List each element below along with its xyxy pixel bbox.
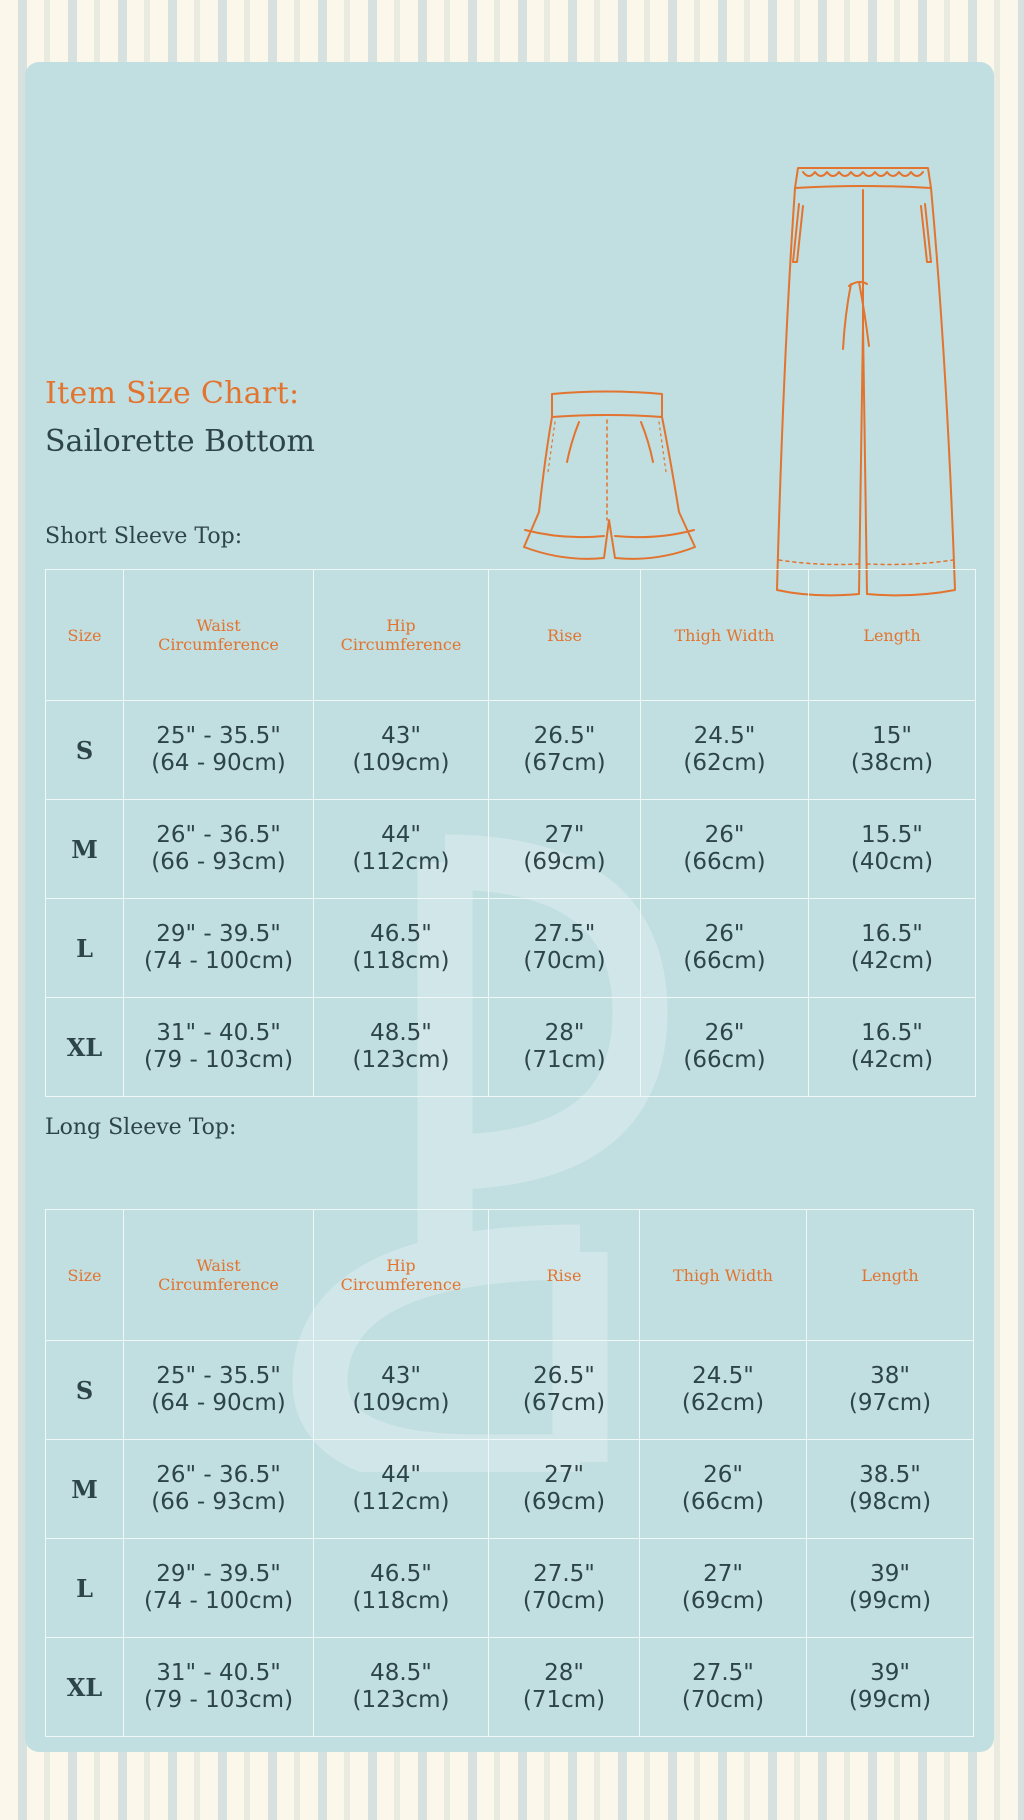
measurement-inches: 27.5" — [692, 1660, 754, 1686]
column-header-label: Thigh Width — [674, 625, 775, 645]
measurement-cm: (70cm) — [523, 948, 606, 974]
measurement-cell — [314, 1539, 489, 1638]
column-header — [46, 570, 124, 701]
size-label: XL — [46, 1638, 124, 1737]
measurement-cell — [489, 899, 641, 998]
measurement-cell — [489, 998, 641, 1097]
measurement-cell — [124, 1539, 314, 1638]
measurement-cm: (66 - 93cm) — [151, 849, 286, 875]
measurement-cell — [124, 998, 314, 1097]
measurement-inches: 28" — [544, 1660, 584, 1686]
product-name: Sailorette Bottom — [45, 424, 315, 459]
short-sleeve-section-label: Short Sleeve Top: — [45, 524, 243, 549]
measurement-cm: (123cm) — [352, 1047, 450, 1073]
measurement-cell — [809, 899, 976, 998]
measurement-cell — [809, 800, 976, 899]
measurement-inches: 29" - 39.5" — [156, 921, 281, 947]
measurement-cm: (40cm) — [850, 849, 934, 875]
measurement-inches: 31" - 40.5" — [156, 1020, 281, 1046]
size-label: L — [46, 899, 124, 998]
size-label: XL — [46, 998, 124, 1097]
measurement-inches: 26" - 36.5" — [156, 1462, 281, 1488]
measurement-cm: (67cm) — [522, 1390, 606, 1416]
measurement-inches: 16.5" — [861, 1020, 923, 1046]
column-header — [807, 1210, 974, 1341]
measurement-cm: (71cm) — [523, 1047, 606, 1073]
measurement-inches: 27" — [544, 1462, 584, 1488]
column-header-label: Hip — [386, 1256, 416, 1275]
short-sleeve-size-table — [45, 569, 976, 1097]
measurement-cm: (62cm) — [683, 750, 766, 776]
measurement-cell — [807, 1638, 974, 1737]
measurement-cm: (66cm) — [683, 1047, 766, 1073]
measurement-cell — [489, 1440, 640, 1539]
column-header-label: Thigh Width — [673, 1265, 773, 1285]
column-header-label: Size — [67, 1265, 102, 1285]
measurement-cell — [809, 998, 976, 1097]
column-header — [314, 1210, 489, 1341]
measurement-cell — [314, 1341, 489, 1440]
table-row — [46, 701, 976, 800]
measurement-cell — [124, 1341, 314, 1440]
measurement-cell — [314, 1638, 489, 1737]
measurement-cell — [641, 701, 809, 800]
measurement-inches: 26" - 36.5" — [156, 822, 281, 848]
measurement-cm: (42cm) — [850, 1047, 934, 1073]
measurement-cm: (118cm) — [352, 948, 450, 974]
size-label: M — [46, 800, 124, 899]
measurement-cm: (99cm) — [848, 1588, 932, 1614]
measurement-cell — [809, 701, 976, 800]
table-header-row — [46, 570, 976, 701]
table-row — [46, 1440, 974, 1539]
measurement-cm: (66cm) — [683, 948, 766, 974]
measurement-cell — [807, 1539, 974, 1638]
measurement-cell — [489, 1341, 640, 1440]
table-header-row — [46, 1210, 974, 1341]
table-row — [46, 800, 976, 899]
column-header — [124, 1210, 314, 1341]
page-title: Item Size Chart: — [45, 376, 300, 411]
column-header — [124, 570, 314, 701]
measurement-cell — [641, 998, 809, 1097]
column-header-label: Size — [67, 625, 102, 645]
measurement-inches: 31" - 40.5" — [156, 1660, 281, 1686]
size-label: M — [46, 1440, 124, 1539]
column-header-label: Circumference — [340, 635, 462, 654]
measurement-inches: 38" — [870, 1363, 910, 1389]
measurement-cell — [124, 1440, 314, 1539]
column-header-label: Circumference — [158, 635, 279, 654]
measurement-inches: 26" — [704, 1020, 745, 1046]
column-header-label: Rise — [547, 625, 582, 645]
measurement-cm: (109cm) — [352, 750, 450, 776]
table-row — [46, 1539, 974, 1638]
measurement-inches: 15" — [872, 723, 912, 749]
measurement-cm: (69cm) — [523, 849, 606, 875]
measurement-cm: (97cm) — [848, 1390, 932, 1416]
column-header-label: Length — [861, 1265, 919, 1285]
measurement-inches: 48.5" — [370, 1020, 432, 1046]
long-sleeve-section-label: Long Sleeve Top: — [45, 1115, 237, 1140]
measurement-inches: 15.5" — [861, 822, 923, 848]
table-row — [46, 1638, 974, 1737]
measurement-cell — [640, 1440, 807, 1539]
measurement-cell — [314, 998, 489, 1097]
measurement-cell — [314, 701, 489, 800]
measurement-cell — [489, 800, 641, 899]
measurement-cell — [641, 800, 809, 899]
measurement-cm: (79 - 103cm) — [143, 1047, 294, 1073]
column-header-label: Circumference — [158, 1275, 279, 1294]
measurement-inches: 44" — [381, 822, 421, 848]
table-row — [46, 899, 976, 998]
measurement-cell — [640, 1341, 807, 1440]
measurement-cell — [640, 1539, 807, 1638]
column-header-label: Waist — [196, 616, 241, 635]
measurement-inches: 27.5" — [533, 1561, 595, 1587]
measurement-cell — [489, 1638, 640, 1737]
measurement-cell — [807, 1440, 974, 1539]
column-header-label: Rise — [546, 1265, 582, 1285]
measurement-inches: 27.5" — [533, 921, 596, 947]
long-sleeve-size-table — [45, 1209, 974, 1737]
measurement-cell — [314, 1440, 489, 1539]
measurement-cm: (74 - 100cm) — [143, 1588, 294, 1614]
measurement-cell — [124, 1638, 314, 1737]
column-header-label: Waist — [196, 1256, 241, 1275]
measurement-cm: (64 - 90cm) — [151, 750, 286, 776]
measurement-cm: (62cm) — [681, 1390, 765, 1416]
measurement-inches: 29" - 39.5" — [156, 1561, 281, 1587]
measurement-cm: (123cm) — [352, 1687, 450, 1713]
measurement-inches: 44" — [381, 1462, 421, 1488]
measurement-cell — [124, 701, 314, 800]
measurement-cm: (66cm) — [681, 1489, 765, 1515]
measurement-cell — [641, 899, 809, 998]
measurement-inches: 24.5" — [693, 723, 756, 749]
measurement-cell — [807, 1341, 974, 1440]
column-header — [489, 1210, 640, 1341]
table-row — [46, 1341, 974, 1440]
column-header-label: Length — [863, 625, 921, 645]
column-header — [641, 570, 809, 701]
measurement-inches: 25" - 35.5" — [156, 1363, 281, 1389]
measurement-inches: 39" — [870, 1660, 910, 1686]
measurement-inches: 46.5" — [370, 1561, 432, 1587]
measurement-cell — [489, 1539, 640, 1638]
column-header — [46, 1210, 124, 1341]
measurement-cell — [124, 899, 314, 998]
measurement-inches: 46.5" — [370, 921, 432, 947]
shorts-icon — [519, 362, 749, 602]
measurement-inches: 28" — [544, 1020, 585, 1046]
measurement-cm: (70cm) — [522, 1588, 606, 1614]
measurement-cm: (66 - 93cm) — [151, 1489, 286, 1515]
measurement-cm: (69cm) — [522, 1489, 606, 1515]
measurement-inches: 27" — [703, 1561, 743, 1587]
size-label: L — [46, 1539, 124, 1638]
measurement-cm: (79 - 103cm) — [143, 1687, 294, 1713]
table-row — [46, 998, 976, 1097]
measurement-inches: 26" — [704, 921, 745, 947]
measurement-cm: (38cm) — [850, 750, 934, 776]
measurement-cm: (64 - 90cm) — [151, 1390, 286, 1416]
measurement-inches: 26.5" — [533, 723, 596, 749]
column-header — [314, 570, 489, 701]
measurement-inches: 38.5" — [859, 1462, 921, 1488]
measurement-cm: (74 - 100cm) — [143, 948, 294, 974]
measurement-inches: 26" — [703, 1462, 743, 1488]
measurement-inches: 48.5" — [370, 1660, 432, 1686]
measurement-cm: (71cm) — [522, 1687, 606, 1713]
measurement-cm: (109cm) — [352, 1390, 450, 1416]
measurement-cm: (66cm) — [683, 849, 766, 875]
measurement-cm: (42cm) — [850, 948, 934, 974]
measurement-cm: (70cm) — [681, 1687, 765, 1713]
measurement-inches: 39" — [870, 1561, 910, 1587]
measurement-inches: 16.5" — [861, 921, 923, 947]
measurement-cell — [640, 1638, 807, 1737]
measurement-cell — [489, 701, 641, 800]
measurement-inches: 26.5" — [533, 1363, 595, 1389]
measurement-cm: (112cm) — [352, 1489, 450, 1515]
column-header-label: Circumference — [340, 1275, 462, 1294]
column-header — [640, 1210, 807, 1341]
measurement-inches: 27" — [544, 822, 585, 848]
measurement-cell — [314, 899, 489, 998]
measurement-cm: (99cm) — [848, 1687, 932, 1713]
measurement-inches: 25" - 35.5" — [156, 723, 281, 749]
column-header — [809, 570, 976, 701]
pants-icon — [763, 114, 994, 604]
measurement-inches: 26" — [704, 822, 745, 848]
measurement-cm: (112cm) — [352, 849, 450, 875]
size-label: S — [46, 701, 124, 800]
measurement-cell — [314, 800, 489, 899]
measurement-inches: 43" — [381, 723, 421, 749]
measurement-cm: (118cm) — [352, 1588, 450, 1614]
measurement-inches: 24.5" — [692, 1363, 754, 1389]
measurement-cm: (98cm) — [848, 1489, 932, 1515]
measurement-cell — [124, 800, 314, 899]
measurement-cm: (69cm) — [681, 1588, 765, 1614]
size-chart-card — [25, 62, 994, 1752]
column-header — [489, 570, 641, 701]
measurement-inches: 43" — [381, 1363, 421, 1389]
column-header-label: Hip — [386, 616, 416, 635]
measurement-cm: (67cm) — [523, 750, 606, 776]
size-label: S — [46, 1341, 124, 1440]
